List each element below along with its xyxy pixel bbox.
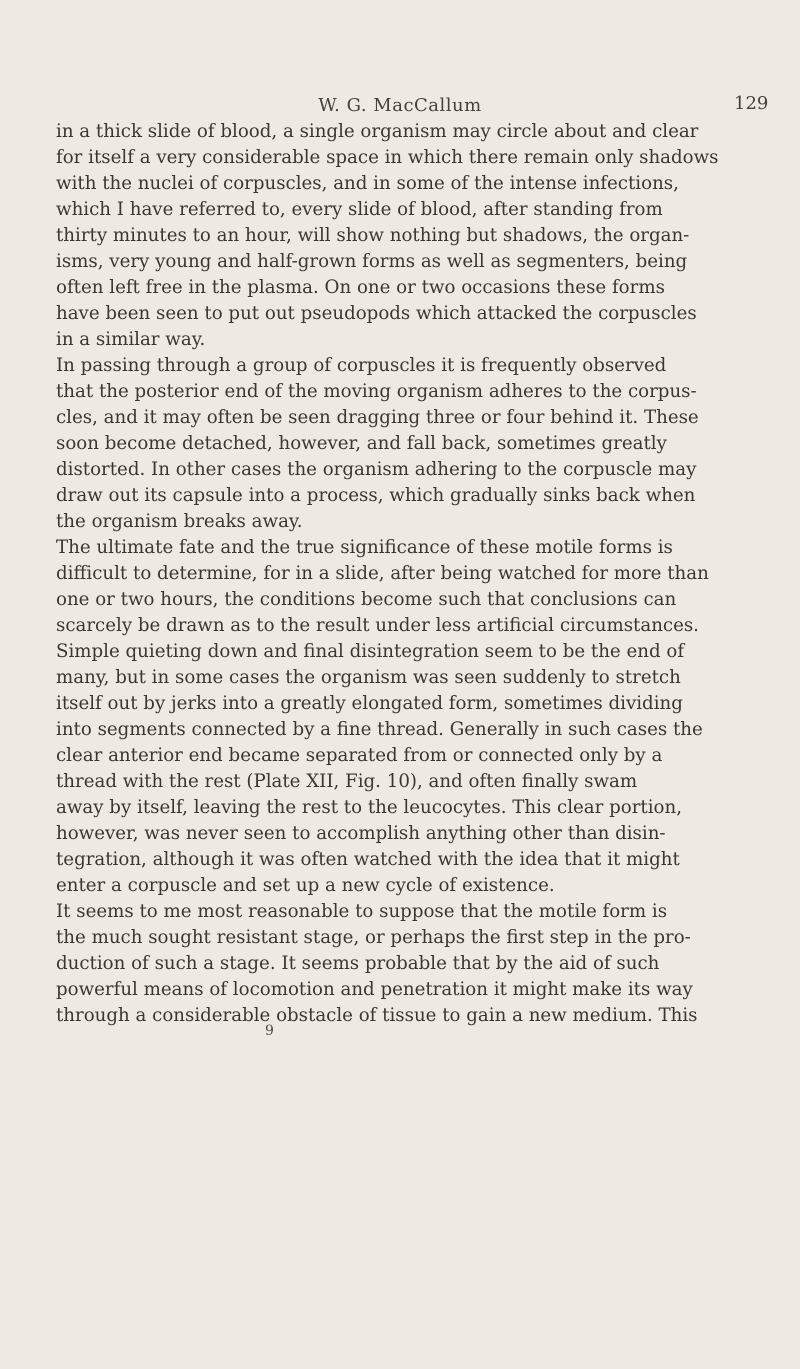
text-line: often left free in the plasma. On one or two occasions these forms (56, 277, 665, 298)
signature-mark: 9 (265, 1023, 274, 1039)
text-line: It seems to me most reasonable to suppose that the motile form is (56, 901, 668, 922)
text-line: which I have referred to, every slide of blood, after standing from (56, 199, 663, 220)
text-line: through a considerable obstacle of tissue to gain a new medium. This (56, 1005, 698, 1026)
text-line: that the posterior end of the moving organism adheres to the corpus- (56, 381, 697, 402)
text-line: have been seen to put out pseudopods which attacked the corpuscles (56, 303, 697, 324)
text-line: many, but in some cases the organism was seen suddenly to stretch (56, 667, 681, 688)
text-line: thirty minutes to an hour, will show nothing but shadows, the organ- (56, 225, 690, 246)
text-line: thread with the rest (Plate XII, Fig. 10), and often finally swam (56, 771, 638, 792)
text-line: in a thick slide of blood, a single organism may circle about and clear (56, 121, 699, 142)
text-line: soon become detached, however, and fall back, sometimes greatly (56, 433, 667, 454)
page-number: 129 (734, 93, 769, 114)
text-line: clear anterior end became separated from or connected only by a (56, 745, 663, 766)
text-line: duction of such a stage. It seems probable that by the aid of such (56, 953, 660, 974)
text-line: tegration, although it was often watched with the idea that it might (56, 849, 680, 870)
running-head: W. G. MacCallum (318, 95, 482, 116)
text-line: In passing through a group of corpuscles it is frequently observed (56, 355, 667, 376)
text-line: however, was never seen to accomplish anything other than disin- (56, 823, 666, 844)
text-line: one or two hours, the conditions become such that conclusions can (56, 589, 677, 610)
text-line: in a similar way. (56, 329, 206, 350)
text-line: itself out by jerks into a greatly elongated form, sometimes dividing (56, 693, 683, 714)
text-line: into segments connected by a fine thread. Generally in such cases the (56, 719, 703, 740)
text-line: isms, very young and half-grown forms as well as segmenters, being (56, 251, 688, 272)
text-line: the organism breaks away. (56, 511, 303, 532)
text-line: the much sought resistant stage, or perhaps the first step in the pro- (56, 927, 691, 948)
text-line: away by itself, leaving the rest to the leucocytes. This clear portion, (56, 797, 682, 818)
text-line: scarcely be drawn as to the result under less artificial circumstances. (56, 615, 699, 636)
text-line: enter a corpuscle and set up a new cycle of existence. (56, 875, 555, 896)
text-line: for itself a very considerable space in which there remain only shadows (56, 147, 719, 168)
text-line: distorted. In other cases the organism adhering to the corpuscle may (56, 459, 697, 480)
text-line: difficult to determine, for in a slide, after being watched for more than (56, 563, 709, 584)
text-line: cles, and it may often be seen dragging three or four behind it. These (56, 407, 699, 428)
text-line: with the nuclei of corpuscles, and in some of the intense infections, (56, 173, 679, 194)
text-line: The ultimate fate and the true significance of these motile forms is (56, 537, 673, 558)
text-line: Simple quieting down and final disintegration seem to be the end of (56, 641, 685, 662)
text-line: powerful means of locomotion and penetration it might make its way (56, 979, 693, 1000)
text-line: draw out its capsule into a process, which gradually sinks back when (56, 485, 696, 506)
